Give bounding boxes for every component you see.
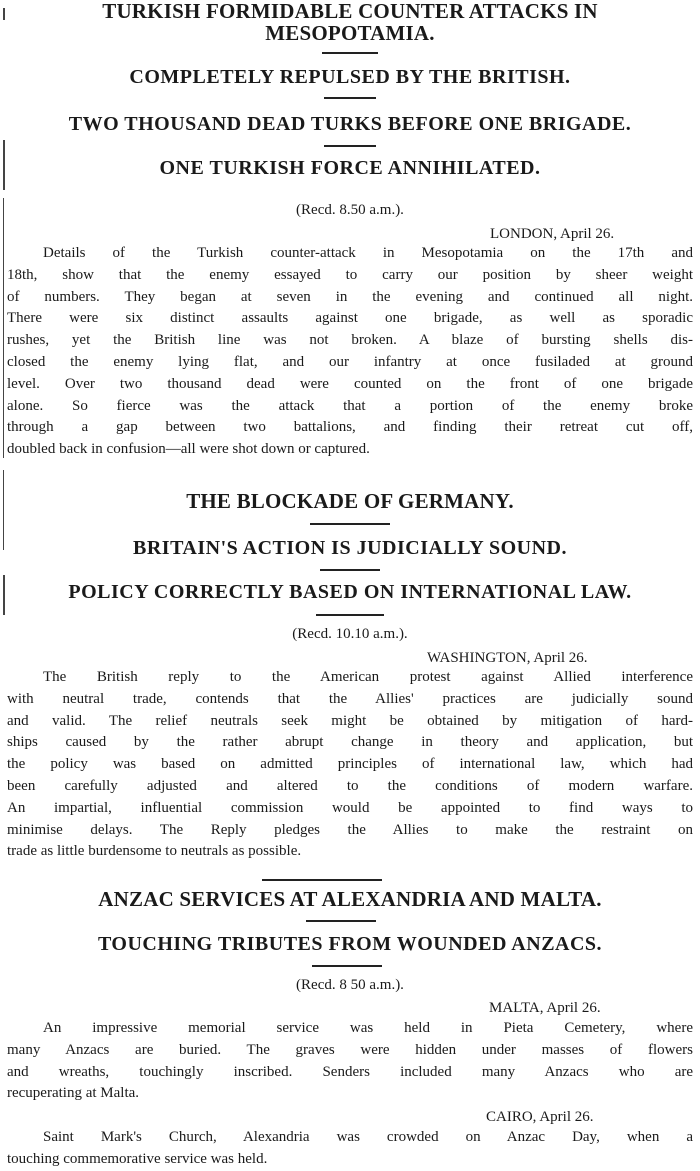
article-2-subhead-1: BRITAIN'S ACTION IS JUDICIALLY SOUND. <box>133 537 567 559</box>
body-line: alone. So fierce was the attack that a portion of the enemy broke <box>7 397 693 414</box>
headline-rule <box>262 879 382 881</box>
article-1-subhead-2: TWO THOUSAND DEAD TURKS BEFORE ONE BRIGADE. <box>68 113 632 135</box>
article-1-headline-line-2: MESOPOTAMIA. <box>265 21 435 45</box>
body-line: ships caused by the rather abrupt change in theory and application, but <box>7 734 693 751</box>
article-1-headline-line-1: TURKISH FORMIDABLE COUNTER ATTACKS IN <box>102 0 598 23</box>
body-line: through a gap between two battalions, and finding their retreat cut off, <box>7 419 693 436</box>
article-1-subhead-3: ONE TURKISH FORCE ANNIHILATED. <box>159 157 541 179</box>
article-3-dateline: MALTA, April 26. <box>489 1000 601 1016</box>
body-line: Details of the Turkish counter-attack in Mesopotamia on the 17th and <box>43 245 693 261</box>
headline-rule <box>312 965 382 967</box>
body-line: many Anzacs are buried. The graves were hidden under masses of flowers <box>7 1041 693 1058</box>
body-line: doubled back in confusion—all were shot down or captured. <box>7 441 370 458</box>
article-2-headline: THE BLOCKADE OF GERMANY. <box>186 489 514 513</box>
body-line: There were six distinct assaults against one brigade, as well as sporadic <box>7 310 693 327</box>
article-2-subhead-2: POLICY CORRECTLY BASED ON INTERNATIONAL LAW. <box>68 581 632 603</box>
body-line: and wreaths, touchingly inscribed. Senders included many Anzacs who are <box>7 1063 693 1080</box>
body-line: of numbers. They began at seven in the evening and continued all night. <box>7 288 693 305</box>
headline-rule <box>324 145 376 147</box>
article-2-dateline: WASHINGTON, April 26. <box>427 650 588 666</box>
article-2-received-time: (Recd. 10.10 a.m.). <box>292 626 408 642</box>
article-3-dateline-2: CAIRO, April 26. <box>486 1109 594 1125</box>
body-line: An impressive memorial service was held in Pieta Cemetery, where <box>43 1020 693 1036</box>
article-1-body <box>7 243 693 461</box>
headline-rule <box>324 97 376 99</box>
headline-rule <box>322 52 378 54</box>
article-3-subhead-1: TOUCHING TRIBUTES FROM WOUNDED ANZACS. <box>97 933 603 955</box>
body-line: the policy was based on admitted principles of international law, which had <box>7 756 693 773</box>
headline-rule <box>320 569 380 571</box>
body-line: closed the enemy lying flat, and our infantry at once fusiladed at ground <box>7 353 693 370</box>
body-line: The British reply to the American protest against Allied interference <box>43 669 693 685</box>
headline-rule <box>316 614 384 616</box>
body-line: level. Over two thousand dead were counted on the front of one brigade <box>7 375 693 392</box>
body-line: with neutral trade, contends that the Allies' practices are judicially sound <box>7 690 693 707</box>
article-1-subhead-1: COMPLETELY REPULSED BY THE BRITISH. <box>129 66 571 88</box>
headline-rule <box>310 523 390 525</box>
body-line: trade as little burdensome to neutrals as possible. <box>7 843 302 860</box>
body-line: Saint Mark's Church, Alexandria was crowded on Anzac Day, when a <box>43 1129 693 1145</box>
body-line: minimise delays. The Reply pledges the Allies to make the restraint on <box>7 821 693 838</box>
body-line: An impartial, influential commission would be appointed to find ways to <box>7 799 693 816</box>
scan-edge-mark <box>3 198 4 458</box>
article-3-body <box>7 1018 693 1105</box>
article-2-body <box>7 667 693 863</box>
article-3-headline: ANZAC SERVICES AT ALEXANDRIA AND MALTA. <box>98 887 602 911</box>
body-line: rushes, yet the British line was not broken. A blaze of bursting shells dis- <box>7 332 693 349</box>
article-1-dateline: LONDON, April 26. <box>490 226 615 242</box>
headline-rule <box>306 920 376 922</box>
article-3-body-2 <box>7 1127 693 1171</box>
body-line: touching commemorative service was held. <box>7 1150 268 1167</box>
body-line: been carefully adjusted and altered to the conditions of modern warfare. <box>7 777 693 794</box>
article-3-received-time: (Recd. 8 50 a.m.). <box>296 977 404 993</box>
body-line: recuperating at Malta. <box>7 1085 140 1102</box>
article-1-received-time: (Recd. 8.50 a.m.). <box>296 202 404 218</box>
body-line: 18th, show that the enemy essayed to carry our position by sheer weight <box>7 266 693 283</box>
body-line: and valid. The relief neutrals seek might be obtained by mitigation of hard- <box>7 712 693 729</box>
